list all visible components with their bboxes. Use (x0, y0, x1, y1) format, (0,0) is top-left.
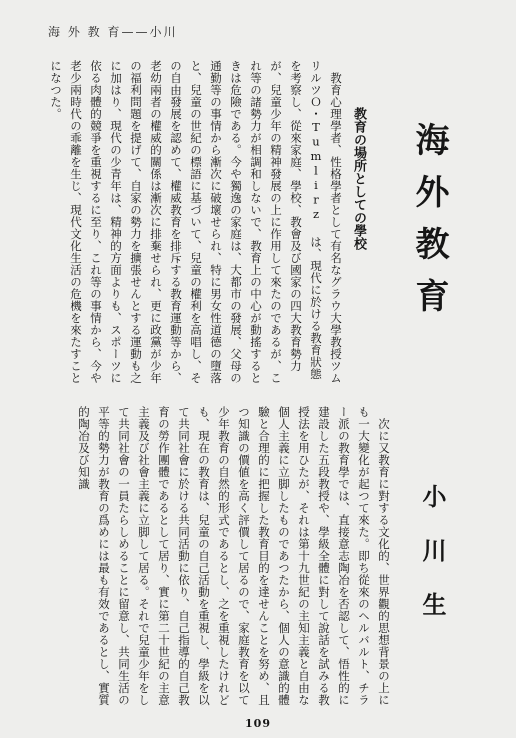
page-number: 109 (245, 717, 271, 730)
paragraph-upper: 教育心理學者、性格學者として有名なグラウ大學教授ツムリルツＯ・Tumlirz は、現代に於ける教育狀態を考察し、從來家庭、學校、教會及び國家の四大教育勢力が、兒童少年の精神發展の上に作用して來たのであるが、これ等の諸勢力が相調和しないで、教育上の中心が動搖するときは危險である。今や獨逸の家庭は、大都市の發展、父母の通勤等の事情から漸次に破壞せられ、特に男女性道德の墮落と、兒童の世紀の標語に基づいて、兒童の權利を高唱し、その自由發展を認めて、權威教育を排斥する教育運動等から、老幼兩者の權威的關係は漸次に排棄せられ、更に政黨が少年の福利問題を提げて、自家の勢力を擴張せんとする運動も之に加はり、現代の少青年は、精神的方面よりも、スポーツに依る肉體的競爭を重視するに至り、これ等の事情から、今や老少兩時代の乖離を生じ、現代文化生活の危機を來たすことになつた。 (49, 60, 343, 384)
author-name: 小川生 (418, 484, 447, 646)
body-text-upper (36, 60, 346, 386)
running-head: 海 外 教 育——小川 (48, 25, 178, 39)
paragraph-lower: 次に又教育に對する文化的、世界觀的思想背景の上にも一大變化が起つて來た。即ち從來のヘルバルト、チラー派の教育學では、直接意志陶冶を否認して、悟性的に建設した五段教授や、學級全體に對して說話を試みる教授法を用ひたが、それは第十九世紀の主知主義と自由な個人主義に立脚したものであつたから、個人の意識的體驗と合理的に把握した教育目的を達せんことを努め、且つ知識の價値を高く評價して居るので、家庭教育を以て少年教育の自然的形式であるとし、之を重視したけれども、現在の教育は、兒童の自己活動を重視し、學級を以て共同社會に於ける共同活動に依り、自己指導的自己教育の勞作團體であるとして居り、實に第二十世紀の主意主義及び社會主義に立脚して居る。それで兒童少年をして共同社會の一員たらしめることに留意し、共同生活の平等的勢力が教育の爲めには最も有效であるとし、實質的陶冶及び知識 (77, 406, 391, 706)
body-text-lower (77, 406, 394, 712)
article-title: 海外教育 (409, 122, 449, 330)
section-heading: 教育の場所としての學校 (351, 107, 366, 250)
